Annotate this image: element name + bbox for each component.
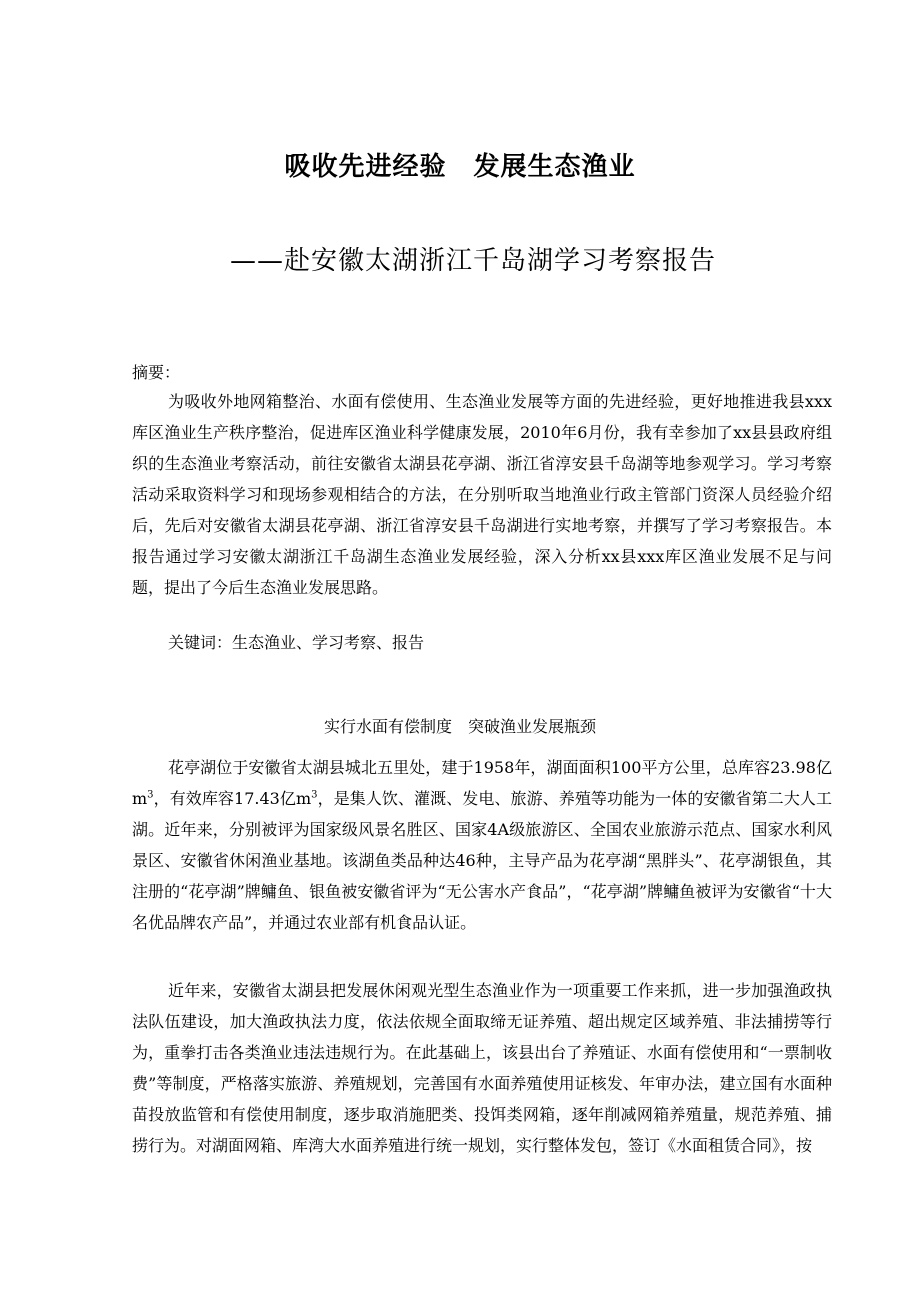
cubic-superscript-1: 3	[147, 789, 154, 801]
section-heading: 实行水面有偿制度 突破渔业发展瓶颈	[323, 717, 596, 736]
cubic-superscript-2: 3	[311, 789, 318, 801]
document-title: 吸收先进经验 发展生态渔业	[284, 152, 636, 182]
document-subtitle: ——赴安徽太湖浙江千岛湖学习考察报告	[230, 246, 717, 276]
huating-text-1: 花亭湖位于安徽省太湖县城北五里处，建于1958年，湖面面积100平方公里，总库容23.98亿m	[132, 758, 832, 808]
huating-text-2: ，有效库容17.43亿m	[153, 789, 312, 808]
keywords-line: 关键词：生态渔业、学习考察、报告	[168, 633, 425, 652]
abstract-paragraph: 为吸收外地网箱整治、水面有偿使用、生态渔业发展等方面的先进经验，更好地推进我县xxx库区渔业生产秩序整治，促进库区渔业科学健康发展，2010年6月份，我有幸参加了xx县县政府组织的生态渔业考察活动，前往安徽省太湖县花亭湖、浙江省淳安县千岛湖等地参观学习。学习考察活动采取资料学习和现场参观相结合的方法，在分别听取当地渔业行政主管部门资深人员经验介绍后，先后对安徽省太湖县花亭湖、浙江省淳安县千岛湖进行实地考察，并撰写了学习考察报告。本报告通过学习安徽太湖浙江千岛湖生态渔业发展经验，深入分析xx县xxx库区渔业发展不足与问题，提出了今后生态渔业发展思路。	[132, 392, 832, 597]
huating-text-3: ，是集人饮、灌溉、发电、旅游、养殖等功能为一体的安徽省第二大人工湖。近年来，分别被评为国家级风景名胜区、国家4A级旅游区、全国农业旅游示范点、国家水利风景区、安徽省休闲渔业基地。该湖鱼类品种达46种，主导产品为花亭湖“黑胖头”、花亭湖银鱼，其注册的“花亭湖”牌鳙鱼、银鱼被安徽省评为“无公害水产食品”，“花亭湖”牌鳙鱼被评为安徽省“十大名优品牌农产品”，并通过农业部有机食品认证。	[132, 789, 832, 932]
recent-years-paragraph: 近年来，安徽省太湖县把发展休闲观光型生态渔业作为一项重要工作来抓，进一步加强渔政执法队伍建设，加大渔政执法力度，依法依规全面取缔无证养殖、超出规定区域养殖、非法捕捞等行为，重拳打击各类渔业违法违规行为。在此基础上，该县出台了养殖证、水面有偿使用和“一票制收费”等制度，严格落实旅游、养殖规划，完善国有水面养殖使用证核发、年审办法，建立国有水面种苗投放监管和有偿使用制度，逐步取消施肥类、投饵类网箱，逐年削减网箱养殖量，规范养殖、捕捞行为。对湖面网箱、库湾大水面养殖进行统一规划，实行整体发包，签订《水面租赁合同》，按	[132, 981, 832, 1155]
abstract-label: 摘要：	[132, 363, 181, 382]
huating-lake-paragraph	[132, 752, 832, 938]
